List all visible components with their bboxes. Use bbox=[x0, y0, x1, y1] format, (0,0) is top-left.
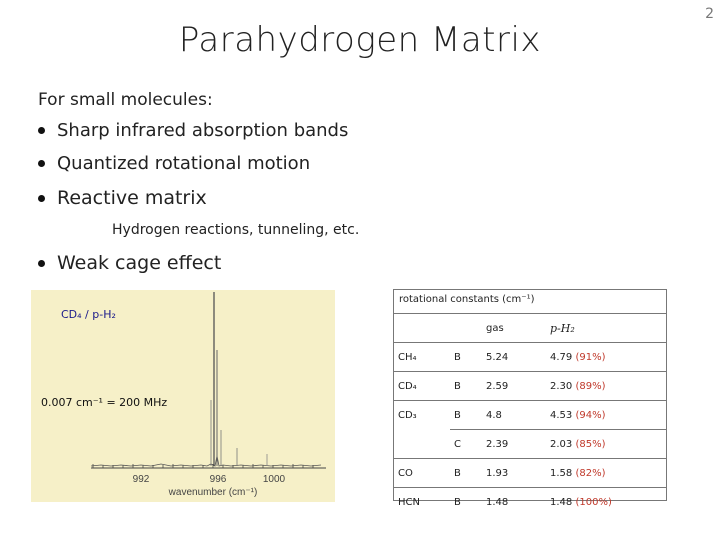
constant-cell: B bbox=[450, 459, 482, 488]
bullet-item bbox=[38, 120, 348, 141]
ratio-percent: (85%) bbox=[575, 438, 606, 450]
sub-bullet-text: Hydrogen reactions, tunneling, etc. bbox=[112, 222, 360, 238]
intro-text: For small molecules: bbox=[38, 90, 213, 110]
gas-value: 2.59 bbox=[482, 372, 546, 401]
table-row bbox=[394, 488, 666, 517]
table-row bbox=[394, 343, 666, 372]
ph2-cell bbox=[546, 401, 666, 430]
x-tick-label: 996 bbox=[209, 474, 227, 485]
constant-cell: B bbox=[450, 343, 482, 372]
table-header-row bbox=[394, 314, 666, 343]
bullet-item bbox=[38, 153, 310, 174]
ratio-percent: (89%) bbox=[575, 380, 606, 392]
molecule-cell: CH₄ bbox=[394, 343, 450, 372]
table-row bbox=[394, 401, 666, 430]
ph2-value: 4.53 bbox=[550, 409, 573, 421]
bullet-dot-icon bbox=[38, 260, 45, 267]
ratio-percent: (94%) bbox=[575, 409, 606, 421]
ratio-percent: (82%) bbox=[575, 467, 606, 479]
ph2-value: 1.48 bbox=[550, 496, 573, 508]
spectrum-sample-label: CD₄ / p-H₂ bbox=[61, 308, 116, 321]
spectrum-baseline bbox=[91, 456, 321, 466]
ph2-cell bbox=[546, 430, 666, 459]
ratio-percent: (100%) bbox=[575, 496, 612, 508]
spectrum-resolution-note: 0.007 cm⁻¹ = 200 MHz bbox=[41, 396, 168, 409]
ph2-value: 2.30 bbox=[550, 380, 573, 392]
bullet-item bbox=[38, 252, 221, 274]
rotational-constants-table bbox=[393, 289, 667, 508]
ph2-cell bbox=[546, 488, 666, 517]
header-ph2: p-H₂ bbox=[546, 314, 666, 343]
ph2-value: 4.79 bbox=[550, 351, 573, 363]
table-row bbox=[394, 430, 666, 459]
table-row bbox=[394, 459, 666, 488]
slide-title: Parahydrogen Matrix bbox=[178, 20, 542, 60]
x-tick-label: 1000 bbox=[262, 474, 286, 485]
bullet-text: Reactive matrix bbox=[57, 187, 207, 209]
bullet-text: Weak cage effect bbox=[57, 252, 222, 274]
constant-cell: B bbox=[450, 401, 482, 430]
constant-cell: B bbox=[450, 488, 482, 517]
x-axis-ticks bbox=[93, 464, 313, 468]
gas-value: 2.39 bbox=[482, 430, 546, 459]
gas-value: 5.24 bbox=[482, 343, 546, 372]
spectrum-figure bbox=[31, 290, 335, 502]
ratio-percent: (91%) bbox=[575, 351, 606, 363]
bullet-item bbox=[38, 187, 207, 209]
constant-cell: B bbox=[450, 372, 482, 401]
header-gas: gas bbox=[482, 314, 546, 343]
table-row bbox=[394, 372, 666, 401]
constant-cell: C bbox=[450, 430, 482, 459]
slide-number: 2 bbox=[705, 6, 714, 22]
constants-grid bbox=[394, 313, 666, 516]
molecule-cell: CO bbox=[394, 459, 450, 488]
x-tick-label: 992 bbox=[132, 474, 150, 485]
ph2-cell bbox=[546, 343, 666, 372]
gas-value: 1.48 bbox=[482, 488, 546, 517]
ph2-value: 1.58 bbox=[550, 467, 573, 479]
gas-value: 1.93 bbox=[482, 459, 546, 488]
ph2-cell bbox=[546, 459, 666, 488]
molecule-cell: HCN bbox=[394, 488, 450, 517]
x-axis-label: wavenumber (cm⁻¹) bbox=[168, 487, 258, 498]
bullet-text: Sharp infrared absorption bands bbox=[57, 120, 349, 141]
molecule-cell: CD₃ bbox=[394, 401, 450, 430]
gas-value: 4.8 bbox=[482, 401, 546, 430]
ph2-value: 2.03 bbox=[550, 438, 573, 450]
bullet-text: Quantized rotational motion bbox=[57, 153, 311, 174]
table-title: rotational constants (cm⁻¹) bbox=[399, 294, 535, 305]
molecule-cell bbox=[394, 430, 450, 459]
molecule-cell: CD₄ bbox=[394, 372, 450, 401]
bullet-dot-icon bbox=[38, 127, 45, 134]
bullet-dot-icon bbox=[38, 160, 45, 167]
bullet-dot-icon bbox=[38, 195, 45, 202]
ph2-cell bbox=[546, 372, 666, 401]
